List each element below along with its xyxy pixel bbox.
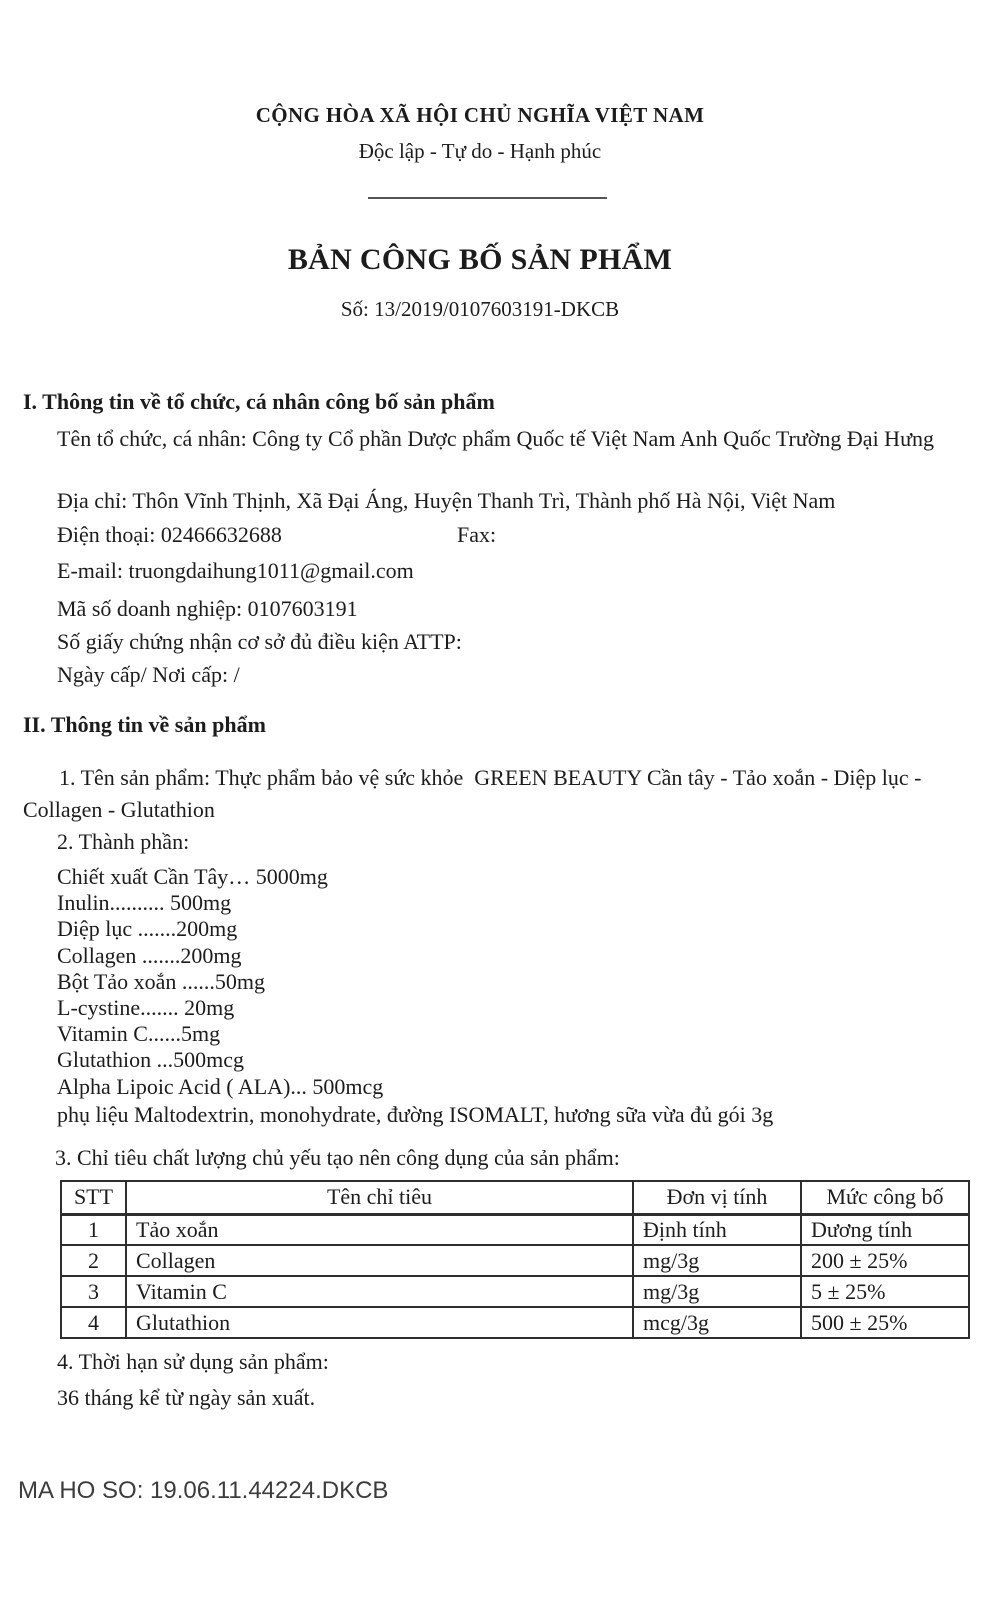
ingredient-line: Diệp lục .......200mg [57, 916, 238, 941]
quality-heading: 3. Chỉ tiêu chất lượng chủ yếu tạo nên công dụng của sản phẩm: [55, 1145, 620, 1170]
cell-unit: mcg/3g [633, 1307, 801, 1338]
cell-unit: mg/3g [633, 1245, 801, 1276]
file-code: MA HO SO: 19.06.11.44224.DKCB [18, 1477, 389, 1504]
cell-stt: 2 [61, 1245, 126, 1276]
document-number: Số: 13/2019/0107603191-DKCB [340, 297, 620, 321]
ingredient-line: Inulin.......... 500mg [57, 890, 232, 915]
address-line: Địa chỉ: Thôn Vĩnh Thịnh, Xã Đại Áng, Huyện Thanh Trì, Thành phố Hà Nội, Việt Nam [57, 488, 836, 513]
shelf-life-heading: 4. Thời hạn sử dụng sản phẩm: [57, 1349, 329, 1374]
ingredient-line: Alpha Lipoic Acid ( ALA)... 500mcg [57, 1074, 384, 1099]
ingredient-line: Chiết xuất Cần Tây… 5000mg [57, 864, 328, 889]
phone-line: Điện thoại: 02466632688 [57, 522, 282, 547]
cell-declared-level: 500 ± 25% [801, 1307, 969, 1338]
cell-stt: 4 [61, 1307, 126, 1338]
col-header-stt: STT [61, 1181, 126, 1214]
quality-criteria-table [60, 1180, 970, 1339]
table-row [61, 1214, 969, 1245]
table-row [61, 1276, 969, 1307]
cell-criterion: Tảo xoắn [126, 1214, 633, 1245]
cell-criterion: Vitamin C [126, 1276, 633, 1307]
organization-name: Tên tổ chức, cá nhân: Công ty Cổ phần Dược phẩm Quốc tế Việt Nam Anh Quốc Trường Đại Hưng [57, 426, 934, 451]
product-name: 1. Tên sản phẩm: Thực phẩm bảo vệ sức khỏe GREEN BEAUTY Cần tây - Tảo xoắn - Diệp lục - Collagen - Glutathion [23, 765, 928, 822]
shelf-life-value: 36 tháng kể từ ngày sản xuất. [57, 1385, 316, 1410]
national-header-line1: CỘNG HÒA XÃ HỘI CHỦ NGHĨA VIỆT NAM [255, 103, 705, 127]
cell-unit: mg/3g [633, 1276, 801, 1307]
col-header-declared-level: Mức công bố [801, 1181, 969, 1214]
cell-declared-level: Dương tính [801, 1214, 969, 1245]
table-row [61, 1307, 969, 1338]
national-motto: Độc lập - Tự do - Hạnh phúc [358, 139, 602, 163]
ingredient-line: Glutathion ...500mcg [57, 1047, 244, 1072]
ingredient-line: Bột Tảo xoắn ......50mg [57, 969, 265, 994]
cell-unit: Định tính [633, 1214, 801, 1245]
col-header-criterion: Tên chỉ tiêu [126, 1181, 633, 1214]
section-ii-heading: II. Thông tin về sản phẩm [23, 712, 266, 737]
fax-label: Fax: [457, 522, 497, 547]
issue-date-place-line: Ngày cấp/ Nơi cấp: / [57, 662, 240, 687]
cell-declared-level: 5 ± 25% [801, 1276, 969, 1307]
table-header-row [61, 1181, 969, 1214]
cell-declared-level: 200 ± 25% [801, 1245, 969, 1276]
cell-stt: 1 [61, 1214, 126, 1245]
email-line: E-mail: truongdaihung1011@gmail.com [57, 558, 414, 583]
cell-stt: 3 [61, 1276, 126, 1307]
excipients-line: phụ liệu Maltodextrin, monohydrate, đường ISOMALT, hương sữa vừa đủ gói 3g [57, 1102, 774, 1127]
business-code-line: Mã số doanh nghiệp: 0107603191 [57, 596, 358, 621]
attp-certificate-line: Số giấy chứng nhận cơ sở đủ điều kiện ATTP: [57, 629, 462, 654]
cell-criterion: Collagen [126, 1245, 633, 1276]
header-divider-line [368, 197, 607, 199]
section-i-heading: I. Thông tin về tổ chức, cá nhân công bố sản phẩm [23, 389, 495, 414]
col-header-unit: Đơn vị tính [633, 1181, 801, 1214]
ingredient-line: Vitamin C......5mg [57, 1021, 221, 1046]
ingredients-heading: 2. Thành phần: [57, 829, 190, 854]
table-row [61, 1245, 969, 1276]
document-title: BẢN CÔNG BỐ SẢN PHẨM [287, 243, 673, 276]
ingredient-line: Collagen .......200mg [57, 943, 242, 968]
cell-criterion: Glutathion [126, 1307, 633, 1338]
ingredient-line: L-cystine....... 20mg [57, 995, 235, 1020]
